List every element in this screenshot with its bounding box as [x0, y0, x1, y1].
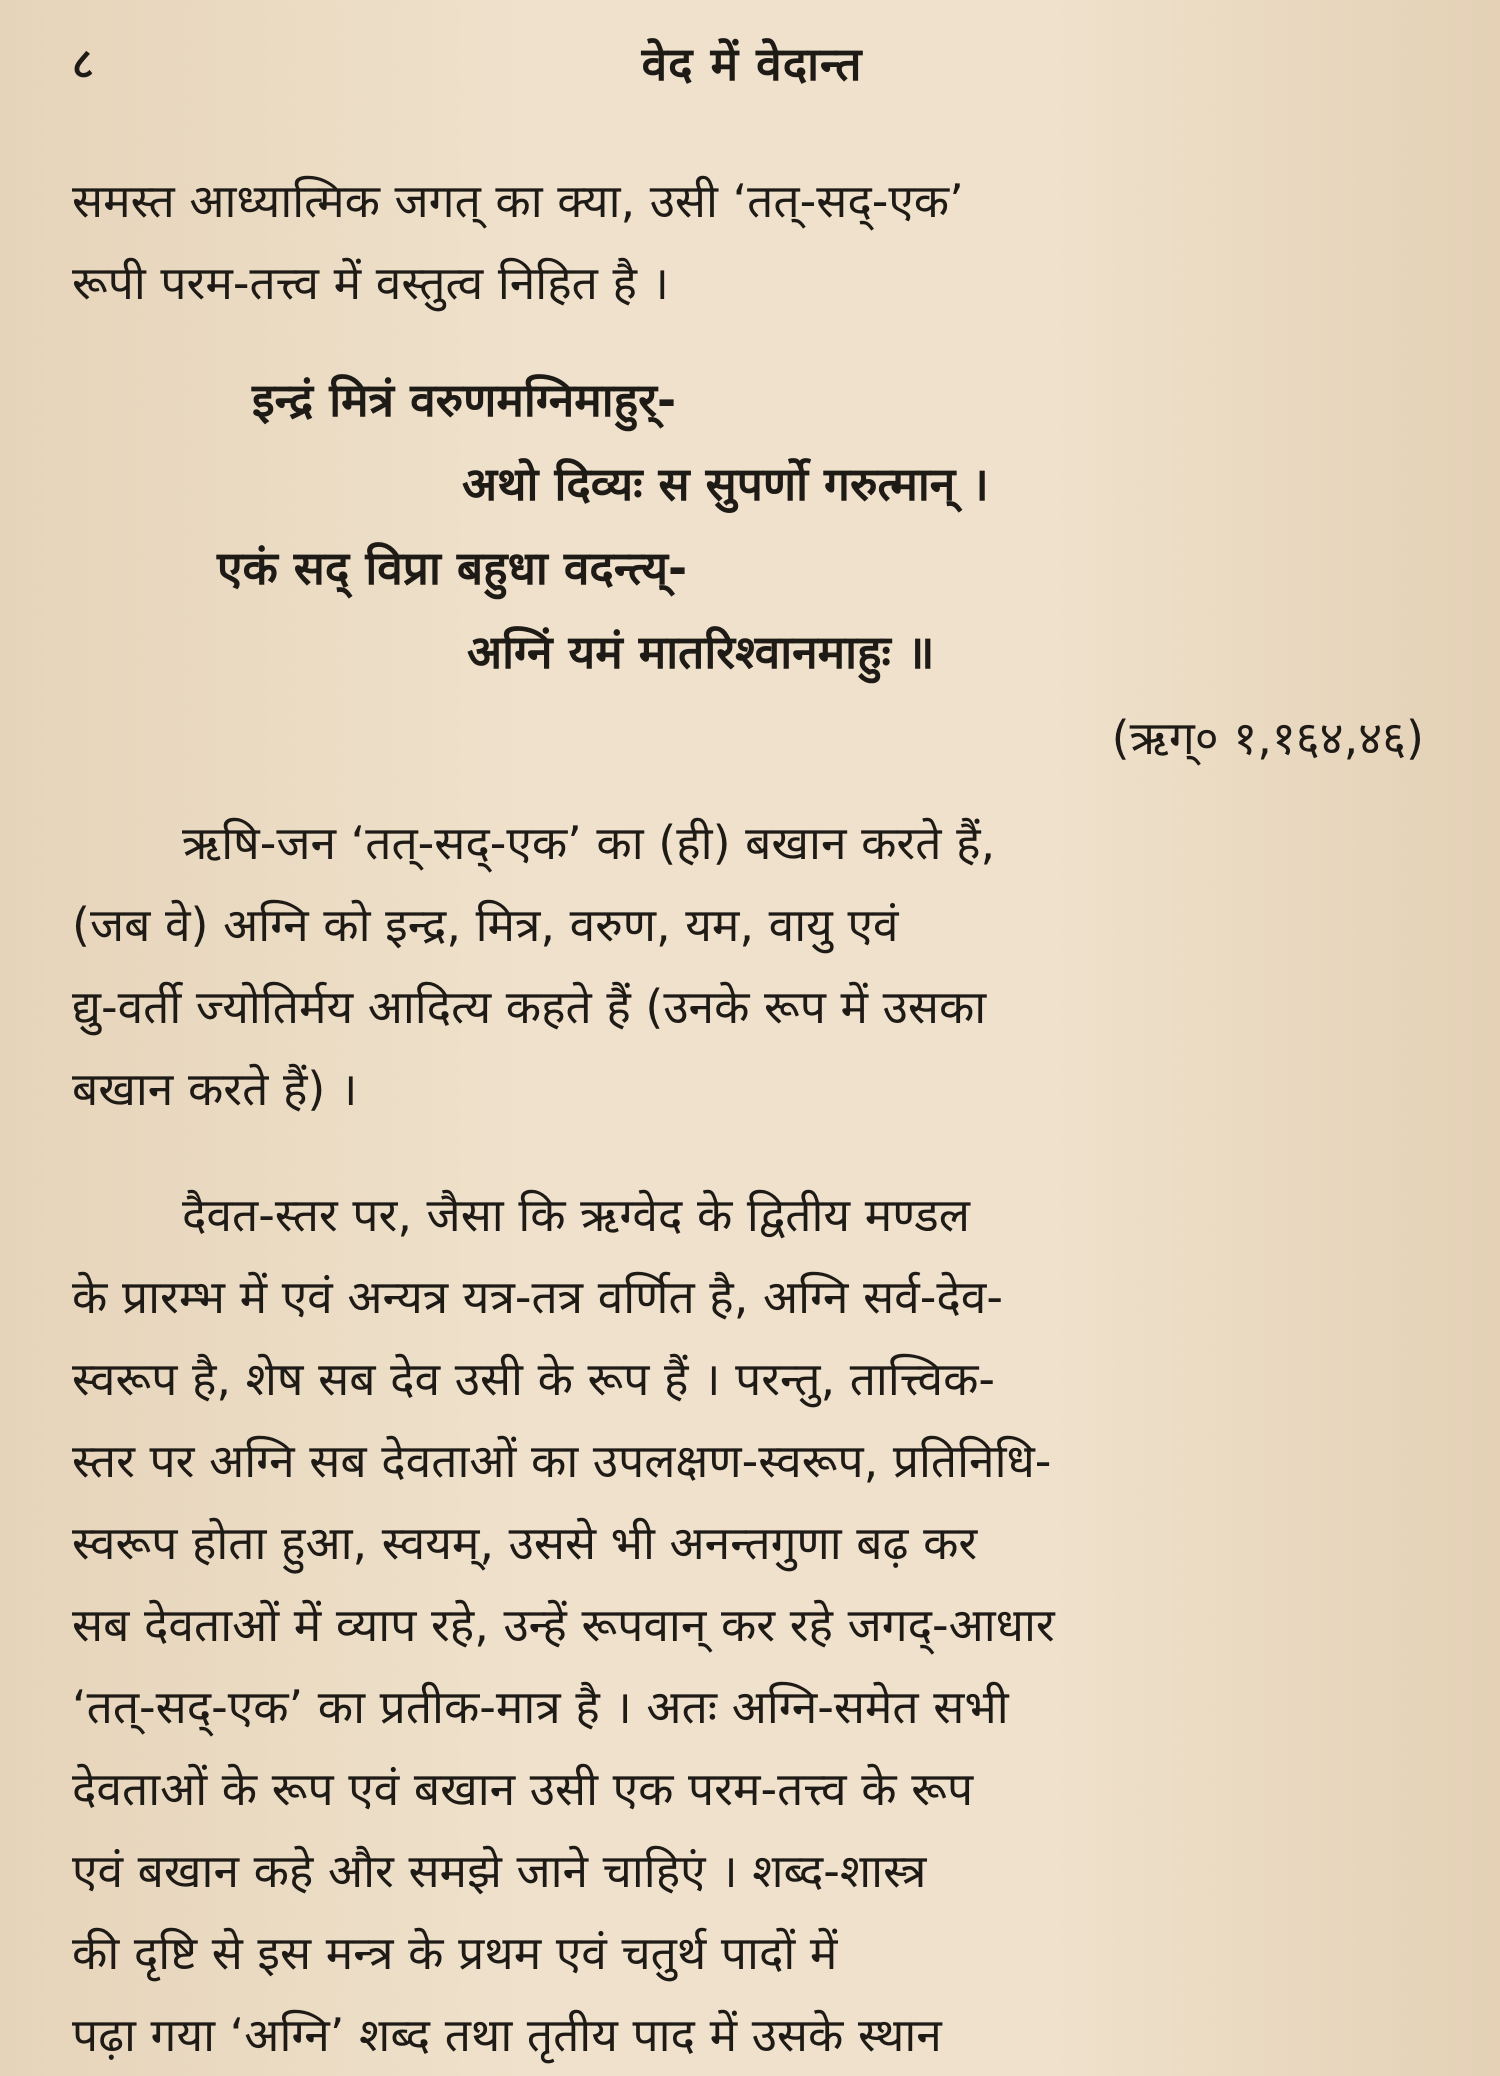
text-line: ऋषि-जन ‘तत्-सद्-एक’ का (ही) बखान करते हैं, — [182, 816, 996, 870]
text-line: रूपी परम-तत्त्व में वस्तुत्व निहित है । — [72, 256, 669, 310]
rigveda-verse — [72, 358, 1432, 694]
text-line: एवं बखान कहे और समझे जाने चाहिएं । शब्द-शास्त्र — [72, 1844, 927, 1898]
text-line: सब देवताओं में व्याप रहे, उन्हें रूपवान् कर रहे जगद्-आधार — [72, 1598, 1055, 1652]
text-line: ‘तत्-सद्-एक’ का प्रतीक-मात्र है । अतः अग्नि-समेत सभी — [72, 1680, 1009, 1734]
text-line: (जब वे) अग्नि को इन्द्र, मित्र, वरुण, यम, वायु एवं — [72, 898, 899, 952]
text-line: बखान करते हैं) । — [72, 1062, 358, 1116]
page-number: ८ — [72, 39, 94, 88]
verse-line-4: अग्निं यमं मातरिश्वानमाहुः ॥ — [467, 625, 935, 679]
text-line: देवताओं के रूप एवं बखान उसी एक परम-तत्त्व के रूप — [72, 1762, 974, 1816]
verse-line-3: एकं सद् विप्रा बहुधा वदन्त्य्- — [217, 541, 688, 595]
book-page — [72, 28, 1432, 2076]
paragraph-3 — [72, 1174, 1432, 2076]
running-title: वेद में वेदान्त — [641, 37, 863, 91]
verse-line-2: अथो दिव्यः स सुपर्णो गरुत्मान् । — [462, 457, 989, 511]
text-line: के प्रारम्भ में एवं अन्यत्र यत्र-तत्र वर्णित है, अग्नि सर्व-देव- — [72, 1270, 1003, 1324]
text-line: स्तर पर अग्नि सब देवताओं का उपलक्षण-स्वरूप, प्रतिनिधि- — [72, 1434, 1052, 1488]
verse-line-1: इन्द्रं मित्रं वरुणमग्निमाहुर्- — [252, 373, 677, 427]
text-line: द्यु-वर्ती ज्योतिर्मय आदित्य कहते हैं (उनके रूप में उसका — [72, 980, 987, 1034]
paragraph-2 — [72, 802, 1432, 1130]
text-line: स्वरूप होता हुआ, स्वयम्, उससे भी अनन्तगुणा बढ़ कर — [72, 1516, 978, 1570]
text-line: दैवत-स्तर पर, जैसा कि ऋग्वेद के द्वितीय मण्डल — [182, 1188, 970, 1242]
text-line: स्वरूप है, शेष सब देव उसी के रूप हैं । परन्तु, तात्त्विक- — [72, 1352, 995, 1406]
text-line: पढ़ा गया ‘अग्नि’ शब्द तथा तृतीय पाद में उसके स्थान — [72, 2008, 942, 2062]
text-line: समस्त आध्यात्मिक जगत् का क्या, उसी ‘तत्-सद्-एक’ — [72, 174, 964, 228]
page-header — [72, 28, 1432, 98]
intro-paragraph — [72, 160, 1432, 324]
text-line: की दृष्टि से इस मन्त्र के प्रथम एवं चतुर्थ पादों में — [72, 1926, 838, 1980]
verse-citation: (ऋग्० १,१६४,४६) — [1111, 711, 1424, 765]
